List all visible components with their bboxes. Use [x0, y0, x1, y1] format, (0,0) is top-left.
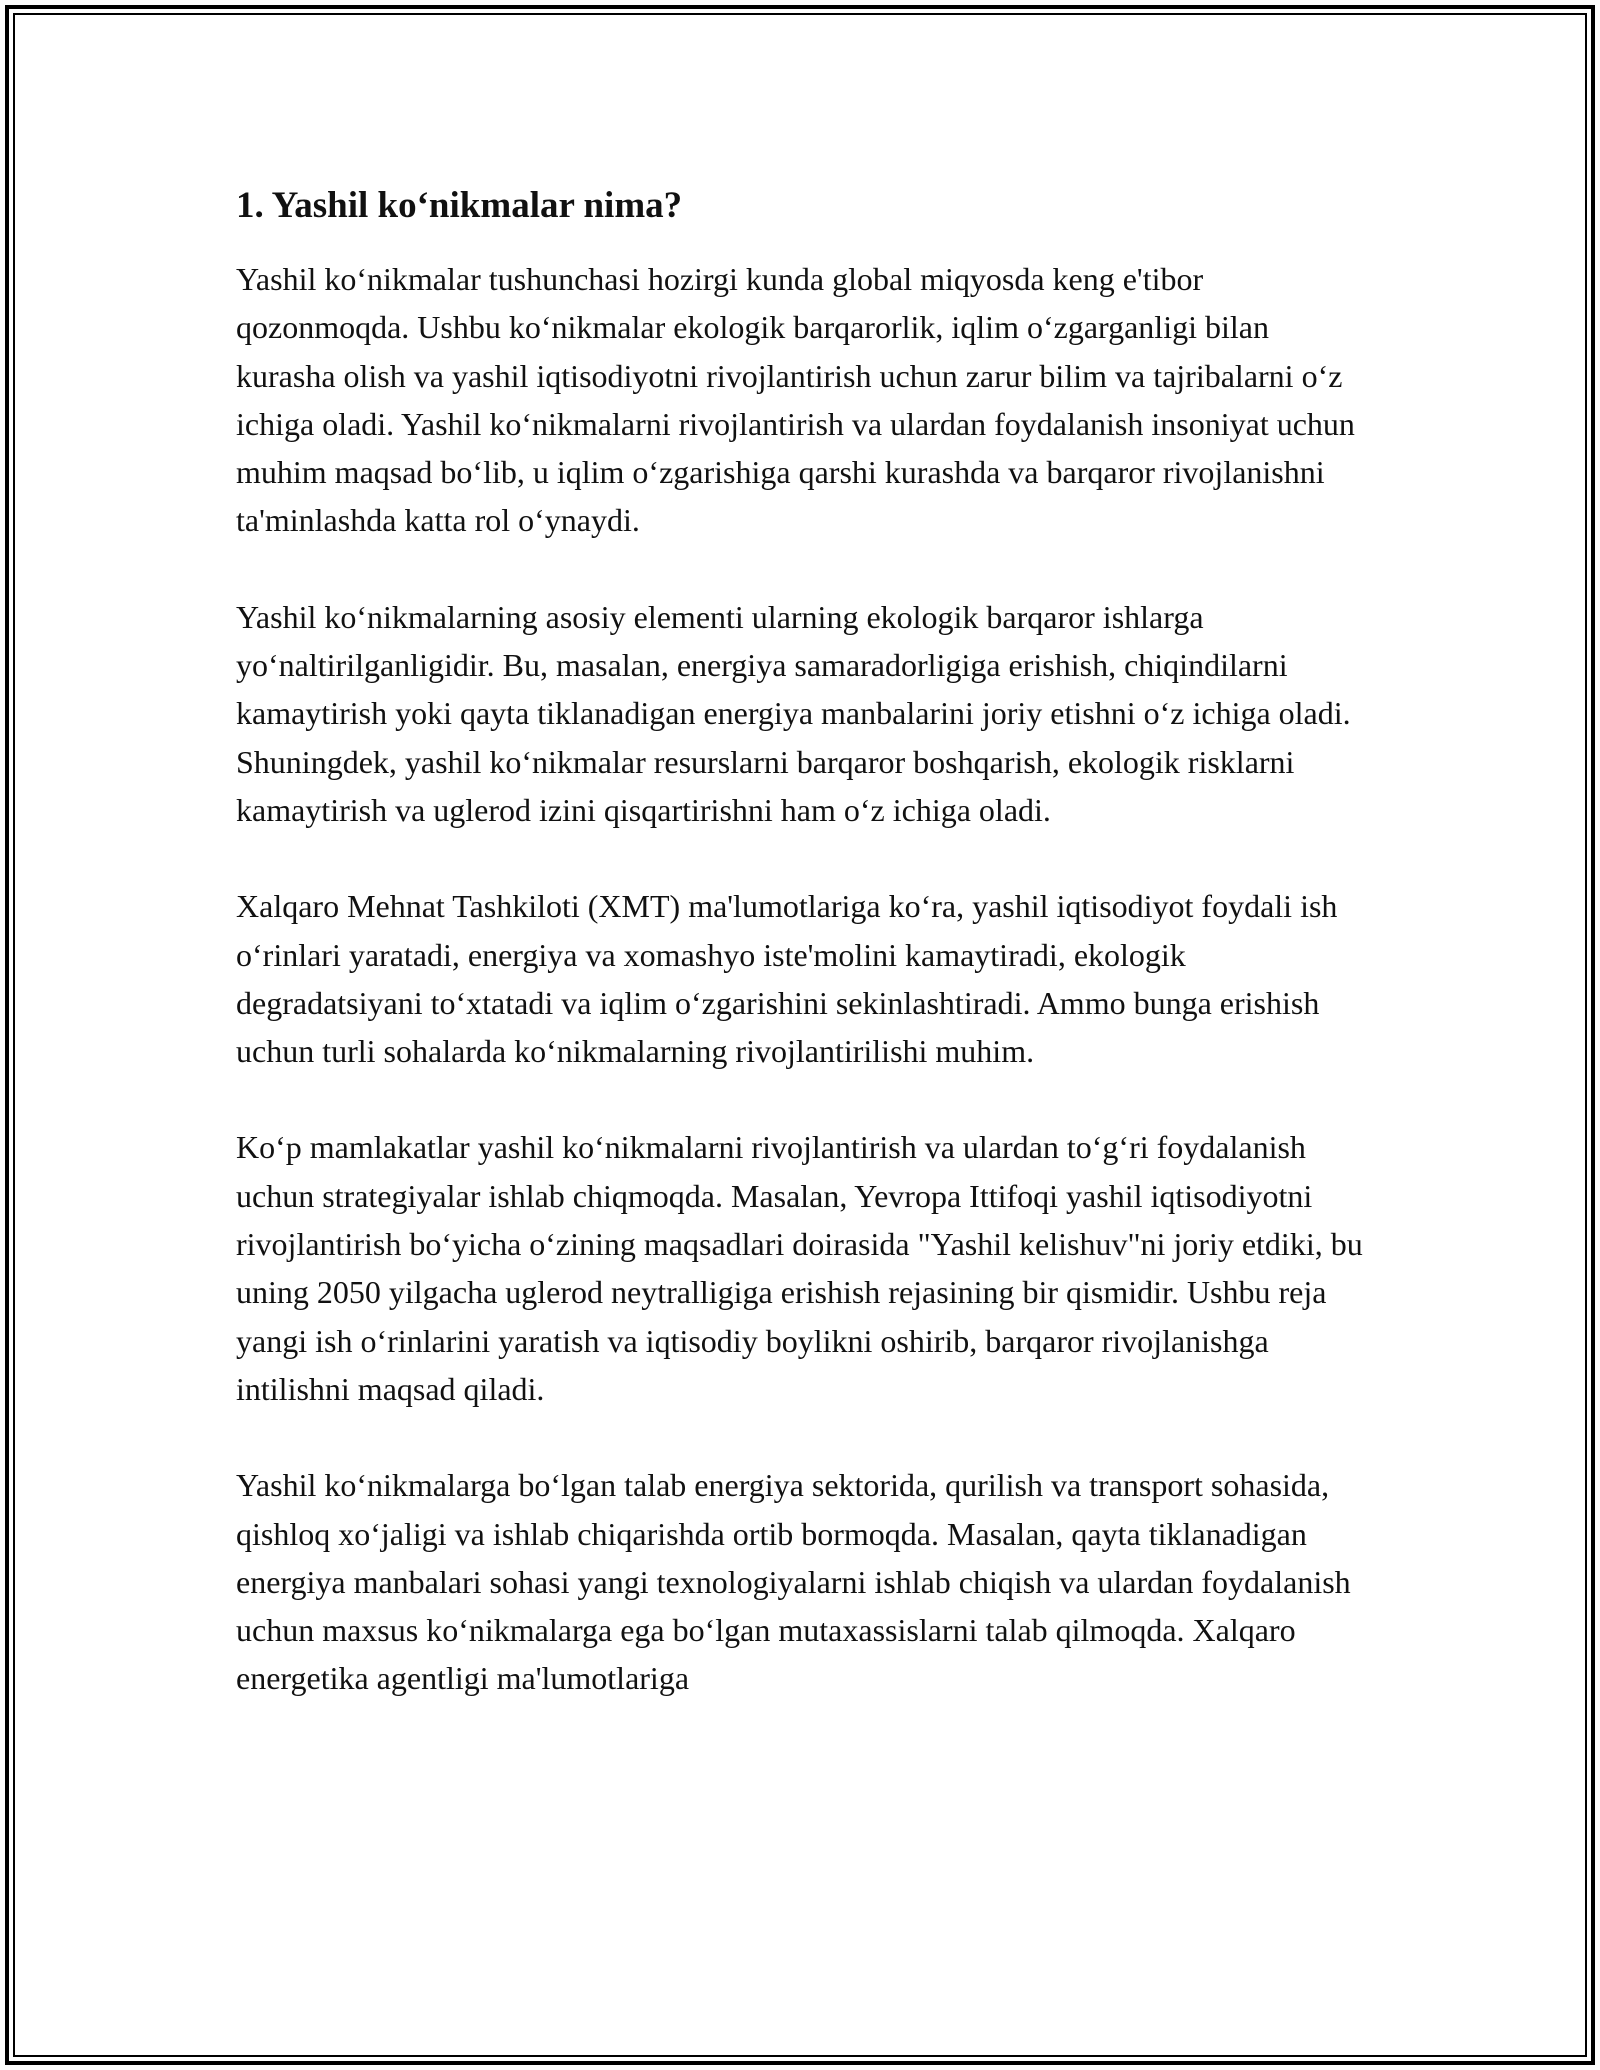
paragraph-2: Yashil ko‘nikmalarning asosiy elementi ularning ekologik barqaror ishlarga yo‘naltirilganligidir. Bu, masalan, energiya samaradorligiga erishish, chiqindilarni kamaytirish yoki qayta tiklanadigan energiya manbalarini joriy etishni o‘z ichiga oladi. Shuningdek, yashil ko‘nikmalar resurslarni barqaror boshqarish, ekologik risklarni kamaytirish va uglerod izini qisqartirishni ham o‘z ichiga oladi. — [236, 598, 1351, 828]
section-heading: 1. Yashil ko‘nikmalar nima? — [236, 185, 683, 226]
paragraph-5: Yashil ko‘nikmalarga bo‘lgan talab energiya sektorida, qurilish va transport sohasida, qishloq xo‘jaligi va ishlab chiqarishda ortib bormoqda. Masalan, qayta tiklanadigan energiya manbalari sohasi yangi texnologiyalarni ishlab chiqish va ulardan foydalanish uchun maxsus ko‘nikmalarga ega bo‘lgan mutaxassislarni talab qilmoqda. Xalqaro energetika agentligi ma'lumotlariga — [236, 1467, 1351, 1697]
paragraph-1: Yashil ko‘nikmalar tushunchasi hozirgi kunda global miqyosda keng e'tibor qozonmoqda. Ushbu ko‘nikmalar ekologik barqarorlik, iqlim o‘zgarganligi bilan kurasha olish va yashil iqtisodiyotni rivojlantirish uchun zarur bilim va tajribalarni o‘z ichiga oladi. Yashil ko‘nikmalarni rivojlantirish va ulardan foydalanish insoniyat uchun muhim maqsad bo‘lib, u iqlim o‘zgarishiga qarshi kurashda va barqaror rivojlanishni ta'minlashda katta rol o‘ynaydi. — [236, 261, 1355, 539]
document-body — [236, 182, 1370, 1703]
paragraph-4: Ko‘p mamlakatlar yashil ko‘nikmalarni rivojlantirish va ulardan to‘g‘ri foydalanish uchun strategiyalar ishlab chiqmoqda. Masalan, Yevropa Ittifoqi yashil iqtisodiyotni rivojlantirish bo‘yicha o‘zining maqsadlari doirasida "Yashil kelishuv"ni joriy etdiki, bu uning 2050 yilgacha uglerod neytralligiga erishish rejasining bir qismidir. Ushbu reja yangi ish o‘rinlarini yaratish va iqtisodiy boylikni oshirib, barqaror rivojlanishga intilishni maqsad qiladi. — [236, 1129, 1363, 1407]
paragraph-3: Xalqaro Mehnat Tashkiloti (XMT) ma'lumotlariga ko‘ra, yashil iqtisodiyot foydali ish o‘rinlari yaratadi, energiya va xomashyo iste'molini kamaytiradi, ekologik degradatsiyani to‘xtatadi va iqlim o‘zgarishini sekinlashtiradi. Ammo bunga erishish uchun turli sohalarda ko‘nikmalarning rivojlantirilishi muhim. — [236, 888, 1338, 1070]
